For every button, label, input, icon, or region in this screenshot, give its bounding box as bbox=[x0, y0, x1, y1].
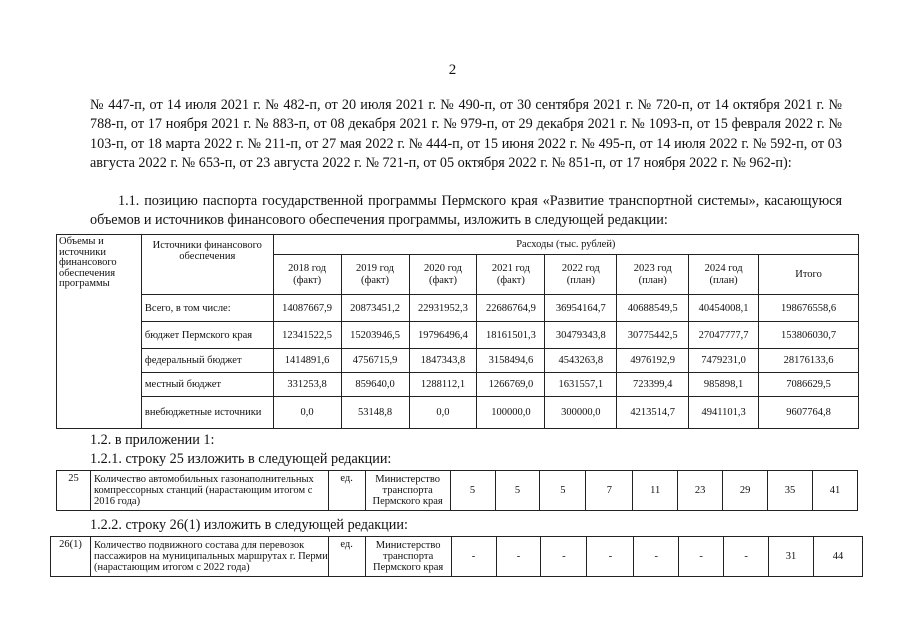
value-cell: 27047777,7 bbox=[689, 322, 759, 349]
value-cell: 11 bbox=[633, 471, 678, 511]
year-header: 2019 год (факт) bbox=[341, 255, 409, 295]
source-cell: внебюджетные источники bbox=[141, 397, 273, 429]
value-cell: 985898,1 bbox=[689, 373, 759, 397]
value-cell: 4213514,7 bbox=[617, 397, 689, 429]
table-row bbox=[57, 373, 859, 397]
value-cell: 31 bbox=[769, 537, 814, 577]
value-cell: 53148,8 bbox=[341, 397, 409, 429]
source-cell: Всего, в том числе: bbox=[141, 295, 273, 322]
value-cell: 20873451,2 bbox=[341, 295, 409, 322]
page-number: 2 bbox=[448, 62, 457, 78]
value-cell: 22931952,3 bbox=[409, 295, 477, 322]
value-cell: 331253,8 bbox=[273, 373, 341, 397]
paragraph-amendments-list: № 447-п, от 14 июля 2021 г. № 482-п, от 20 июля 2021 г. № 490-п, от 30 сентября 2021 г. № 720-п, от 14 октября 2021 г. № 788-п, от 17 ноября 2021 г. № 883-п, от 08 декабря 2021 г. № 979-п, от 29 декабря 2021 г. № 1093-п, от 15 февраля 2022 г. № 103-п, от 18 марта 2022 г. № 211-п, от 27 мая 2022 г. № 444-п, от 15 июня 2022 г. № 495-п, от 14 июля 2022 г. № 592-п, от 03 августа 2022 г. № 653-п, от 23 августа 2022 г. № 721-п, от 05 октября 2022 г. № 851-п, от 17 ноября 2022 г. № 962-п): bbox=[90, 97, 842, 172]
value-cell: - bbox=[541, 537, 587, 577]
value-cell: 35 bbox=[768, 471, 813, 511]
table-row bbox=[57, 322, 859, 349]
value-cell: 4976192,9 bbox=[617, 349, 689, 373]
value-cell: - bbox=[724, 537, 769, 577]
value-cell: 9607764,8 bbox=[759, 397, 859, 429]
heading-1-2: 1.2. в приложении 1: bbox=[90, 432, 215, 448]
value-cell: 22686764,9 bbox=[477, 295, 545, 322]
table-row bbox=[57, 295, 859, 322]
value-cell: - bbox=[451, 537, 496, 577]
value-cell: - bbox=[587, 537, 634, 577]
value-cell: 4941101,3 bbox=[689, 397, 759, 429]
paragraph-1-1 bbox=[90, 192, 842, 231]
value-cell: - bbox=[496, 537, 541, 577]
value-cell: 29 bbox=[723, 471, 768, 511]
value-cell: 7479231,0 bbox=[689, 349, 759, 373]
value-cell: 12341522,5 bbox=[273, 322, 341, 349]
value-cell: 23 bbox=[678, 471, 723, 511]
indicator-name: Количество автомобильных газонаполнительных компрессорных станций (нарастающим итогом с 2016 года) bbox=[90, 471, 328, 511]
source-header: Источники финансового обеспечения bbox=[141, 235, 273, 295]
value-cell: 1414891,6 bbox=[273, 349, 341, 373]
value-cell: 4543263,8 bbox=[545, 349, 617, 373]
value-cell: 1266769,0 bbox=[477, 373, 545, 397]
unit-cell: ед. bbox=[328, 537, 365, 577]
value-cell: 153806030,7 bbox=[759, 322, 859, 349]
source-cell: бюджет Пермского края bbox=[141, 322, 273, 349]
value-cell: 30479343,8 bbox=[545, 322, 617, 349]
value-cell: - bbox=[679, 537, 724, 577]
value-cell: 40688549,5 bbox=[617, 295, 689, 322]
value-cell: 44 bbox=[813, 537, 862, 577]
table-row bbox=[57, 471, 858, 511]
value-cell: - bbox=[634, 537, 679, 577]
value-cell: 5 bbox=[495, 471, 540, 511]
source-cell: местный бюджет bbox=[141, 373, 273, 397]
value-cell: 7086629,5 bbox=[759, 373, 859, 397]
paragraph-1-1-text: 1.1. позицию паспорта государственной программы Пермского края «Развитие транспортной системы», касающуюся объемов и источников финансового обеспечения программы, изложить в следующей редакции: bbox=[90, 193, 842, 229]
row-number: 26(1) bbox=[51, 537, 91, 577]
value-cell: 100000,0 bbox=[477, 397, 545, 429]
value-cell: 14087667,9 bbox=[273, 295, 341, 322]
value-cell: 0,0 bbox=[409, 397, 477, 429]
finance-table bbox=[56, 234, 859, 429]
table-row bbox=[51, 537, 863, 577]
value-cell: 198676558,6 bbox=[759, 295, 859, 322]
unit-cell: ед. bbox=[328, 471, 365, 511]
total-header: Итого bbox=[759, 255, 859, 295]
value-cell: 4756715,9 bbox=[341, 349, 409, 373]
ministry-cell: Министерство транспорта Пермского края bbox=[365, 537, 451, 577]
year-header: 2018 год (факт) bbox=[273, 255, 341, 295]
value-cell: 30775442,5 bbox=[617, 322, 689, 349]
row-25-table bbox=[56, 470, 858, 511]
year-header: 2020 год (факт) bbox=[409, 255, 477, 295]
value-cell: 5 bbox=[450, 471, 495, 511]
ministry-cell: Министерство транспорта Пермского края bbox=[365, 471, 450, 511]
value-cell: 18161501,3 bbox=[477, 322, 545, 349]
value-cell: 15203946,5 bbox=[341, 322, 409, 349]
value-cell: 19796496,4 bbox=[409, 322, 477, 349]
heading-1-2-1: 1.2.1. строку 25 изложить в следующей редакции: bbox=[90, 451, 392, 467]
value-cell: 300000,0 bbox=[545, 397, 617, 429]
row-number: 25 bbox=[57, 471, 91, 511]
value-cell: 0,0 bbox=[273, 397, 341, 429]
value-cell: 41 bbox=[812, 471, 857, 511]
heading-1-2-2: 1.2.2. строку 26(1) изложить в следующей редакции: bbox=[90, 517, 408, 533]
value-cell: 723399,4 bbox=[617, 373, 689, 397]
value-cell: 28176133,6 bbox=[759, 349, 859, 373]
value-cell: 1288112,1 bbox=[409, 373, 477, 397]
row-26-1-table bbox=[50, 536, 863, 577]
indicator-name: Количество подвижного состава для перевозок пассажиров на муниципальных маршрутах г. Перми (нарастающим итогом с 2022 года) bbox=[90, 537, 328, 577]
value-cell: 40454008,1 bbox=[689, 295, 759, 322]
year-header: 2021 год (факт) bbox=[477, 255, 545, 295]
year-header: 2023 год (план) bbox=[617, 255, 689, 295]
value-cell: 5 bbox=[540, 471, 586, 511]
value-cell: 7 bbox=[586, 471, 633, 511]
value-cell: 1631557,1 bbox=[545, 373, 617, 397]
value-cell: 3158494,6 bbox=[477, 349, 545, 373]
table-row bbox=[57, 349, 859, 373]
value-cell: 1847343,8 bbox=[409, 349, 477, 373]
value-cell: 859640,0 bbox=[341, 373, 409, 397]
expenses-header: Расходы (тыс. рублей) bbox=[273, 235, 858, 255]
value-cell: 36954164,7 bbox=[545, 295, 617, 322]
year-header: 2024 год (план) bbox=[689, 255, 759, 295]
source-cell: федеральный бюджет bbox=[141, 349, 273, 373]
year-header: 2022 год (план) bbox=[545, 255, 617, 295]
finance-row-label: Объемы и источники финансового обеспечения программы bbox=[57, 235, 142, 429]
table-row bbox=[57, 397, 859, 429]
